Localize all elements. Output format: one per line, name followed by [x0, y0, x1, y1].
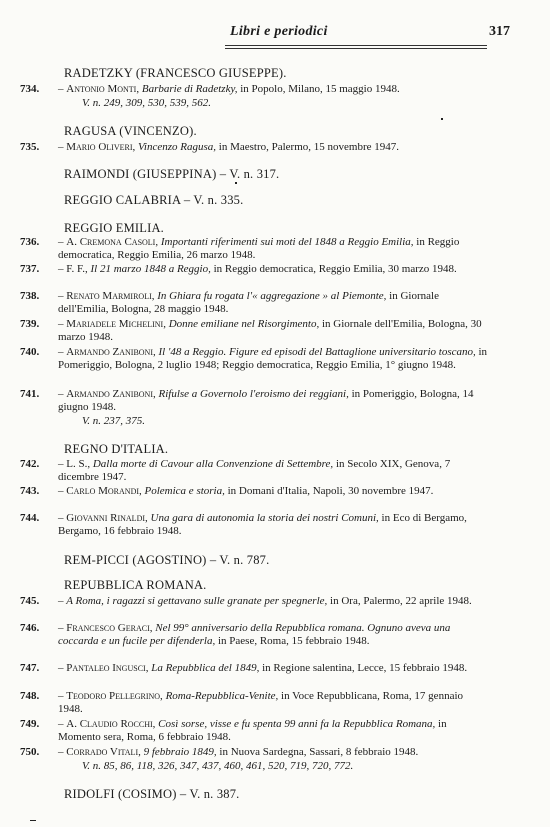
entry-number: 746.	[20, 622, 40, 634]
entry-author: Mario Oliveri,	[66, 141, 136, 153]
entry-title: Vincenzo Ragusa,	[138, 141, 217, 153]
entry-source: in Giornale dell'Emilia, Bologna, 28 maggio 1948.	[58, 290, 439, 315]
entry-number: 749.	[20, 718, 40, 730]
entry-author: Corrado Vitali,	[66, 746, 141, 758]
see-also: V. n. 237, 375.	[82, 415, 146, 427]
bibliography-entry: 740. – Armando Zaniboni, Il '48 a Reggio. Figure ed episodi del Battaglione universitario toscano, in Pomeriggio, Bologna, 2 luglio 1948; Reggio democratica, Reggio Emilia, 1° giugno 1948.	[20, 346, 488, 371]
entry-number: 736.	[20, 236, 40, 248]
bibliography-entry: 750. – Corrado Vitali, 9 febbraio 1849, in Nuova Sardegna, Sassari, 8 febbraio 1948.	[20, 746, 419, 758]
bibliography-entry: 743. – Carlo Morandi, Polemica e storia, in Domani d'Italia, Napoli, 30 novembre 1947.	[20, 485, 434, 497]
bibliography-entry: 736. – A. Cremona Casoli, Importanti riferimenti sui moti del 1848 a Reggio Emilia, in Reggio democratica, Reggio Emilia, 26 marzo 1948.	[20, 236, 460, 261]
entry-source: in Secolo XIX, Genova, 7 dicembre 1947.	[58, 458, 451, 483]
entry-number: 737.	[20, 263, 40, 275]
section-heading: REGNO D'ITALIA.	[64, 442, 169, 456]
entry-source: in Popolo, Milano, 15 maggio 1948.	[240, 83, 400, 95]
entry-number: 750.	[20, 746, 40, 758]
page-number: 317	[489, 24, 510, 39]
entry-author: Antonio Monti,	[66, 83, 140, 95]
entry-source: in Voce Repubblicana, Roma, 17 gennaio 1948.	[58, 690, 464, 715]
entry-title: Il '48 a Reggio. Figure ed episodi del Battaglione universitario toscano,	[158, 346, 476, 358]
section-heading: RADETZKY (FRANCESCO GIUSEPPE).	[64, 66, 287, 80]
entry-number: 748.	[20, 690, 40, 702]
entry-title: Il 21 marzo 1848 a Reggio,	[90, 263, 211, 275]
section-heading: REGGIO EMILIA.	[64, 221, 165, 235]
section-heading: RAGUSA (VINCENZO).	[64, 124, 197, 138]
bibliography-entry: 745. – A Roma, i ragazzi si gettavano sulle granate per spegnerle, in Ora, Palermo, 22 aprile 1948.	[20, 595, 472, 607]
entry-source: in Reggio democratica, Reggio Emilia, 26 marzo 1948.	[58, 236, 460, 261]
entry-number: 747.	[20, 662, 40, 674]
bibliography-entry: 738. – Renato Marmiroli, In Ghiara fu rogata l'« aggregazione » al Piemonte, in Giornale dell'Emilia, Bologna, 28 maggio 1948.	[20, 290, 439, 315]
entry-author: L. S.,	[66, 458, 91, 470]
bibliography-entry: 748. – Teodoro Pellegrino, Roma-Repubblica-Venite, in Voce Repubblicana, Roma, 17 gennaio 1948.	[20, 690, 464, 715]
entry-title: Dalla morte di Cavour alla Convenzione di Settembre,	[92, 458, 334, 470]
bibliography-entry: 739. – Mariadele Michelini, Donne emiliane nel Risorgimento, in Giornale dell'Emilia, Bologna, 30 marzo 1948.	[20, 318, 482, 343]
entry-source: in Eco di Bergamo, Bergamo, 16 febbraio 1948.	[58, 512, 467, 537]
entry-title: 9 febbraio 1849,	[143, 746, 217, 758]
entry-title: La Repubblica del 1849,	[151, 662, 260, 674]
entry-source: in Nuova Sardegna, Sassari, 8 febbraio 1948.	[219, 746, 419, 758]
entry-title: Barbarie di Radetzky,	[141, 83, 238, 95]
bibliography-entry: 746. – Francesco Geraci, Nel 99° anniversario della Repubblica romana. Ognuno aveva una coccarda e un fucile per difenderla, in Paese, Roma, 15 febbraio 1948.	[20, 622, 451, 647]
entry-source: in Pomeriggio, Bologna, 2 luglio 1948; Reggio democratica, Reggio Emilia, 1° giugno 1948.	[58, 346, 488, 371]
see-also: V. n. 249, 309, 530, 539, 562.	[82, 97, 212, 109]
section-heading: REGGIO CALABRIA – V. n. 335.	[64, 193, 244, 207]
bibliography-entry: 737. – F. F., Il 21 marzo 1848 a Reggio, in Reggio democratica, Reggio Emilia, 30 marzo 1948.	[20, 263, 457, 275]
entry-author: A. Cremona Casoli,	[66, 236, 159, 248]
bibliography-entry: 749. – A. Claudio Rocchi, Così sorse, visse e fu spenta 99 anni fa la Repubblica Romana, in Momento sera, Roma, 6 febbraio 1948.	[20, 718, 447, 743]
entry-title: Roma-Repubblica-Venite,	[165, 690, 279, 702]
entry-author: Pantaleo Ingusci,	[66, 662, 149, 674]
entry-source: in Pomeriggio, Bologna, 14 giugno 1948.	[58, 388, 474, 413]
bibliography-entry: 747. – Pantaleo Ingusci, La Repubblica del 1849, in Regione salentina, Lecce, 15 febbraio 1948.	[20, 662, 468, 674]
entry-number: 742.	[20, 458, 40, 470]
scan-speck	[235, 182, 237, 184]
bibliography-entry: 734. – Antonio Monti, Barbarie di Radetzky, in Popolo, Milano, 15 maggio 1948.	[20, 83, 400, 95]
entry-author: Renato Marmiroli,	[66, 290, 155, 302]
entry-title: A Roma, i ragazzi si gettavano sulle granate per spegnerle,	[66, 595, 328, 607]
running-title: Libri e periodici	[230, 24, 328, 39]
entry-source: in Regione salentina, Lecce, 15 febbraio 1948.	[262, 662, 468, 674]
section-heading: RAIMONDI (GIUSEPPINA) – V. n. 317.	[64, 167, 280, 181]
entry-title: Donne emiliane nel Risorgimento,	[168, 318, 320, 330]
entry-author: Carlo Morandi,	[66, 485, 142, 497]
entry-source: in Giornale dell'Emilia, Bologna, 30 marzo 1948.	[58, 318, 482, 343]
bibliography-entry: 742. – L. S., Dalla morte di Cavour alla Convenzione di Settembre, in Secolo XIX, Genova, 7 dicembre 1947.	[20, 458, 451, 483]
section-heading: RIDOLFI (COSIMO) – V. n. 387.	[64, 787, 240, 801]
entry-number: 739.	[20, 318, 40, 330]
entry-number: 735.	[20, 141, 40, 153]
header-rule	[225, 48, 487, 49]
entry-source: in Domani d'Italia, Napoli, 30 novembre 1947.	[227, 485, 434, 497]
scan-speck	[30, 820, 36, 821]
see-also: V. n. 85, 86, 118, 326, 347, 437, 460, 461, 520, 719, 720, 772.	[82, 760, 354, 772]
entry-number: 744.	[20, 512, 40, 524]
entry-source: in Paese, Roma, 15 febbraio 1948.	[217, 634, 370, 647]
section-heading: REPUBBLICA ROMANA.	[64, 578, 207, 592]
entry-title: Importanti riferimenti sui moti del 1848 a Reggio Emilia,	[160, 236, 414, 248]
entry-number: 745.	[20, 595, 40, 607]
entry-author: F. F.,	[66, 263, 88, 275]
entry-title: In Ghiara fu rogata l'« aggregazione » al Piemonte,	[157, 290, 387, 302]
entry-number: 734.	[20, 83, 40, 95]
entry-number: 743.	[20, 485, 40, 497]
entry-number: 740.	[20, 346, 40, 358]
entry-author: Teodoro Pellegrino,	[66, 690, 163, 702]
entry-author: Mariadele Michelini,	[66, 318, 166, 330]
entry-author: Armando Zaniboni,	[66, 388, 156, 400]
entry-author: Giovanni Rinaldi,	[66, 512, 148, 524]
entry-source: in Momento sera, Roma, 6 febbraio 1948.	[58, 718, 447, 743]
bibliography-entry: 744. – Giovanni Rinaldi, Una gara di autonomia la storia dei nostri Comuni, in Eco di Bergamo, Bergamo, 16 febbraio 1948.	[20, 512, 467, 537]
entry-source: in Ora, Palermo, 22 aprile 1948.	[330, 595, 472, 607]
entry-title: Nel 99° anniversario della Repubblica romana. Ognuno aveva una coccarda e un fucile per difenderla,	[58, 622, 451, 647]
entry-author: Francesco Geraci,	[66, 622, 153, 634]
bibliography-entry: 735. – Mario Oliveri, Vincenzo Ragusa, in Maestro, Palermo, 15 novembre 1947.	[20, 141, 400, 153]
entry-title: Una gara di autonomia la storia dei nostri Comuni,	[150, 512, 379, 524]
scan-speck	[441, 118, 443, 120]
section-heading: REM-PICCI (AGOSTINO) – V. n. 787.	[64, 553, 270, 567]
entry-number: 738.	[20, 290, 40, 302]
entry-title: Rifulse a Governolo l'eroismo dei reggiani,	[158, 388, 349, 400]
entry-title: Così sorse, visse e fu spenta 99 anni fa la Repubblica Romana,	[158, 718, 436, 730]
header-rule	[225, 45, 487, 46]
entry-author: A. Claudio Rocchi,	[66, 718, 156, 730]
entry-source: in Reggio democratica, Reggio Emilia, 30 marzo 1948.	[213, 263, 457, 275]
entry-author: Armando Zaniboni,	[66, 346, 156, 358]
running-header	[0, 20, 550, 42]
entry-source: in Maestro, Palermo, 15 novembre 1947.	[218, 141, 400, 153]
entry-number: 741.	[20, 388, 40, 400]
bibliography-entry: 741. – Armando Zaniboni, Rifulse a Governolo l'eroismo dei reggiani, in Pomeriggio, Bologna, 14 giugno 1948.	[20, 388, 474, 413]
entry-title: Polemica e storia,	[144, 485, 225, 497]
